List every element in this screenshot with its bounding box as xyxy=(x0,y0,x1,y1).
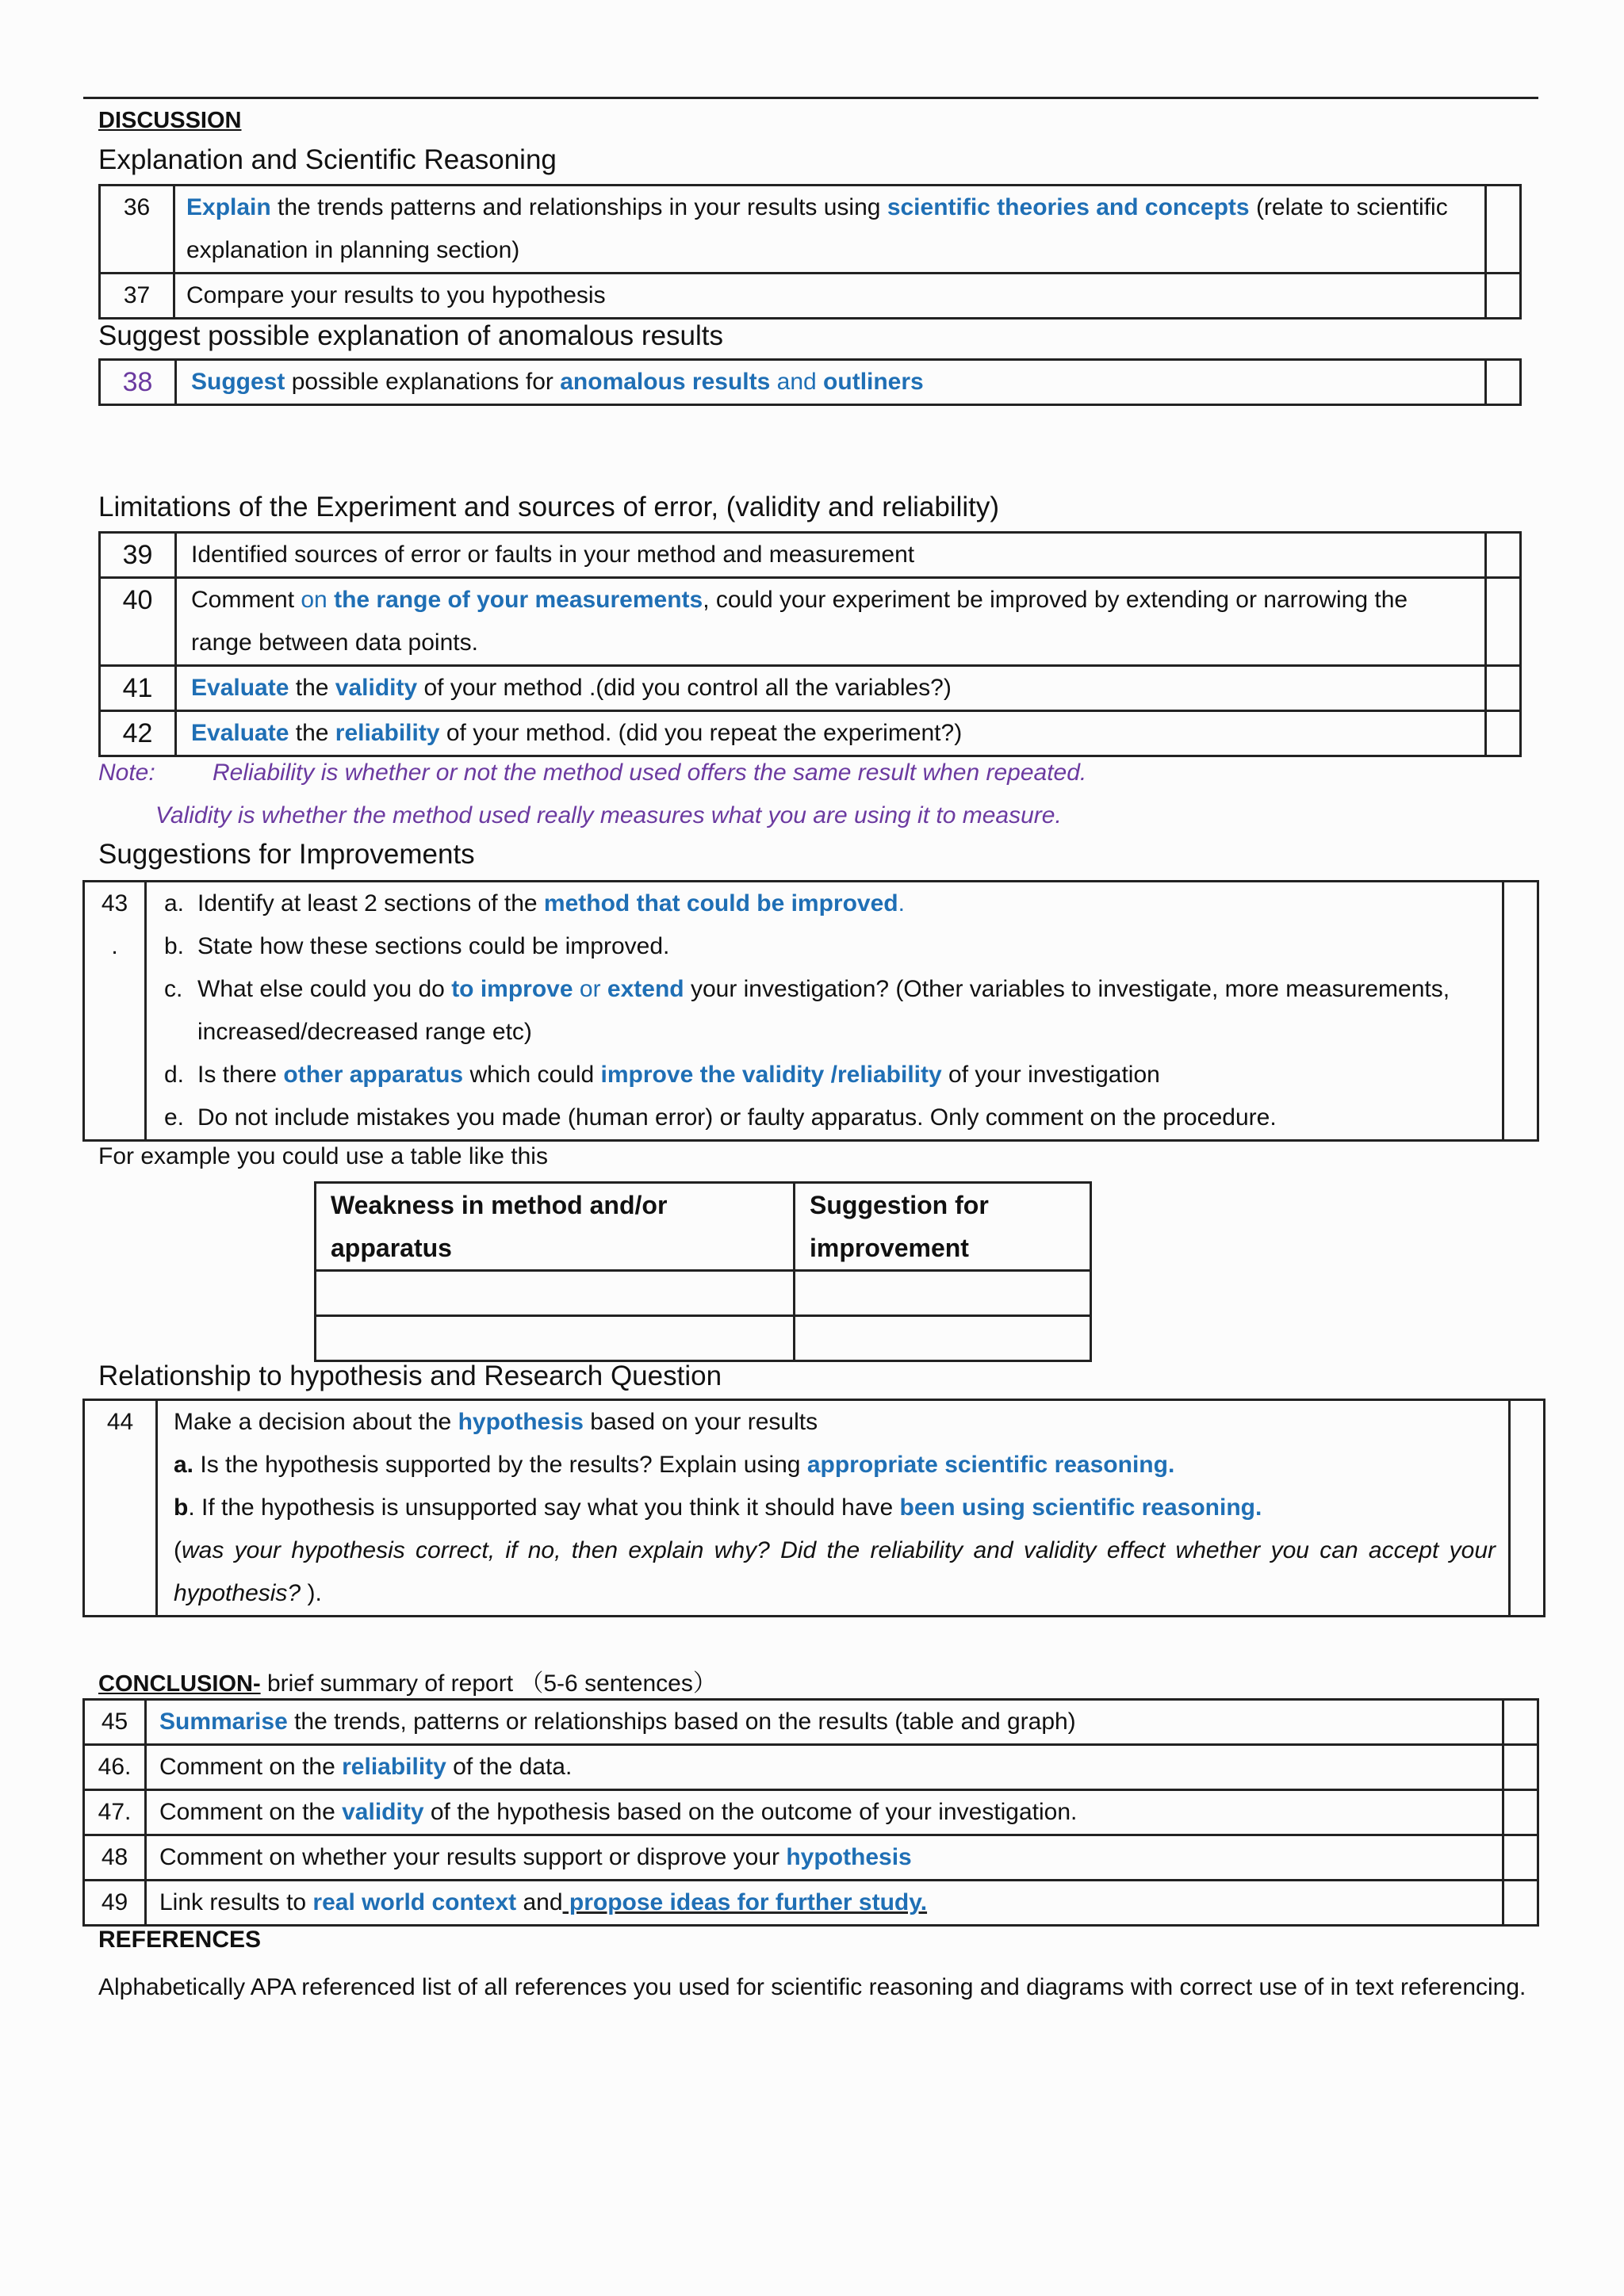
row-text: Link results to real world context and propose ideas for further study. xyxy=(146,1881,1503,1926)
improvement-list xyxy=(164,882,1494,1139)
conclusion-title: CONCLUSION- xyxy=(98,1671,261,1697)
row-47 xyxy=(84,1790,1538,1835)
row-41 xyxy=(100,666,1521,711)
conclusion-subtitle: brief summary of report （5-6 sentences） xyxy=(260,1670,717,1697)
checkbox[interactable] xyxy=(1503,1881,1538,1926)
row-39 xyxy=(100,533,1521,578)
row-number: 42 xyxy=(100,711,176,756)
table-anomalous xyxy=(98,358,1522,406)
list-item: e. Do not include mistakes you made (human error) or faulty apparatus. Only comment on the procedure. xyxy=(164,1104,1277,1131)
table-relationship xyxy=(82,1399,1545,1617)
row-number: 47. xyxy=(84,1790,146,1835)
example-table xyxy=(314,1181,1092,1362)
row-text: Comment on the range of your measurements, could your experiment be improved by extending or narrowing the range between data points. xyxy=(176,578,1486,666)
example-intro: For example you could use a table like this xyxy=(98,1143,548,1169)
table-limitations xyxy=(98,531,1522,757)
example-cell[interactable] xyxy=(795,1316,1091,1361)
row-text: Compare your results to you hypothesis xyxy=(174,274,1486,319)
row-42 xyxy=(100,711,1521,756)
italic-note: (was your hypothesis correct, if no, then explain why? Did the reliability and validity effect whether you can accept your hypothesis? ). xyxy=(174,1537,1496,1606)
row-number: 49 xyxy=(84,1881,146,1926)
checkbox[interactable] xyxy=(1486,578,1521,666)
row-number: 48 xyxy=(84,1835,146,1881)
heading-improvements: Suggestions for Improvements xyxy=(98,839,475,870)
checkbox[interactable] xyxy=(1486,186,1521,274)
references-title: REFERENCES xyxy=(98,1927,262,1953)
checkbox[interactable] xyxy=(1503,882,1538,1141)
heading-relationship: Relationship to hypothesis and Research Question xyxy=(98,1360,722,1391)
table-improvements xyxy=(82,880,1539,1142)
list-item: c. What else could you do to improve or extend your investigation? (Other variables to investigate, more measurements, increased/decreased range etc) xyxy=(164,976,1450,1045)
row-number: 40 xyxy=(100,578,176,666)
checkbox[interactable] xyxy=(1503,1835,1538,1881)
row-text xyxy=(146,882,1503,1141)
checkbox[interactable] xyxy=(1486,274,1521,319)
checkbox[interactable] xyxy=(1486,533,1521,578)
list-item: d. Is there other apparatus which could improve the validity /reliability of your investigation xyxy=(164,1062,1160,1088)
row-text: Comment on the reliability of the data. xyxy=(146,1745,1503,1790)
row-number: 41 xyxy=(100,666,176,711)
row-text: Explain the trends patterns and relationships in your results using scientific theories and concepts (relate to scientific explanation in planning section) xyxy=(174,186,1486,274)
decision-line: Make a decision about the hypothesis based on your results xyxy=(174,1409,818,1435)
row-text: Suggest possible explanations for anomalous results and outliners xyxy=(176,360,1486,405)
heading-anomalous: Suggest possible explanation of anomalous results xyxy=(98,320,723,351)
row-number: 45 xyxy=(84,1700,146,1745)
table-explanation xyxy=(98,184,1522,320)
example-header-weakness: Weakness in method and/or apparatus xyxy=(316,1183,795,1271)
row-number: 44 xyxy=(84,1400,157,1617)
example-row xyxy=(316,1316,1091,1361)
example-header-suggestion: Suggestion for improvement xyxy=(795,1183,1091,1271)
checkbox[interactable] xyxy=(1503,1700,1538,1745)
checkbox[interactable] xyxy=(1486,711,1521,756)
example-cell[interactable] xyxy=(316,1271,795,1316)
row-46 xyxy=(84,1745,1538,1790)
example-cell[interactable] xyxy=(316,1316,795,1361)
checkbox[interactable] xyxy=(1510,1400,1545,1617)
row-text: Evaluate the reliability of your method. (did you repeat the experiment?) xyxy=(176,711,1486,756)
row-43 xyxy=(84,882,1538,1141)
row-36 xyxy=(100,186,1521,274)
row-text: Evaluate the validity of your method .(did you control all the variables?) xyxy=(176,666,1486,711)
conclusion-title-line xyxy=(98,1663,717,1698)
row-37 xyxy=(100,274,1521,319)
checkbox[interactable] xyxy=(1486,360,1521,405)
references-text: Alphabetically APA referenced list of all references you used for scientific reasoning and diagrams with correct use of in text referencing. xyxy=(98,1974,1526,2000)
example-header-row xyxy=(316,1183,1091,1271)
heading-limitations: Limitations of the Experiment and sources of error, (validity and reliability) xyxy=(98,492,1000,522)
row-number: 36 xyxy=(100,186,174,274)
top-rule xyxy=(83,97,1538,99)
row-text: Identified sources of error or faults in your method and measurement xyxy=(176,533,1486,578)
heading-explanation: Explanation and Scientific Reasoning xyxy=(98,144,557,175)
row-38 xyxy=(100,360,1521,405)
checkbox[interactable] xyxy=(1486,666,1521,711)
row-text: Summarise the trends, patterns or relationships based on the results (table and graph) xyxy=(146,1700,1503,1745)
discussion-title: DISCUSSION xyxy=(98,108,242,133)
point-b: b. If the hypothesis is unsupported say what you think it should have been using scientific reasoning. xyxy=(174,1494,1262,1521)
point-a: a. Is the hypothesis supported by the results? Explain using appropriate scientific reasoning. xyxy=(174,1452,1175,1478)
table-conclusion xyxy=(82,1698,1539,1927)
checkbox[interactable] xyxy=(1503,1745,1538,1790)
row-44 xyxy=(84,1400,1545,1617)
row-number: 46. xyxy=(84,1745,146,1790)
row-49 xyxy=(84,1881,1538,1926)
example-row xyxy=(316,1271,1091,1316)
row-text xyxy=(157,1400,1510,1617)
note-reliability: Reliability is whether or not the method used offers the same result when repeated. xyxy=(213,760,1087,786)
row-number: 39 xyxy=(100,533,176,578)
row-text: Comment on the validity of the hypothesis based on the outcome of your investigation. xyxy=(146,1790,1503,1835)
list-item: a. Identify at least 2 sections of the method that could be improved. xyxy=(164,890,905,916)
row-number: 43 . xyxy=(84,882,146,1141)
row-number: 38 xyxy=(100,360,176,405)
row-45 xyxy=(84,1700,1538,1745)
row-text: Comment on whether your results support or disprove your hypothesis xyxy=(146,1835,1503,1881)
row-48 xyxy=(84,1835,1538,1881)
list-item: b. State how these sections could be improved. xyxy=(164,933,670,959)
example-cell[interactable] xyxy=(795,1271,1091,1316)
note-validity: Validity is whether the method used really measures what you are using it to measure. xyxy=(155,802,1062,828)
row-40 xyxy=(100,578,1521,666)
checkbox[interactable] xyxy=(1503,1790,1538,1835)
note-label: Note: xyxy=(98,760,155,786)
row-number: 37 xyxy=(100,274,174,319)
